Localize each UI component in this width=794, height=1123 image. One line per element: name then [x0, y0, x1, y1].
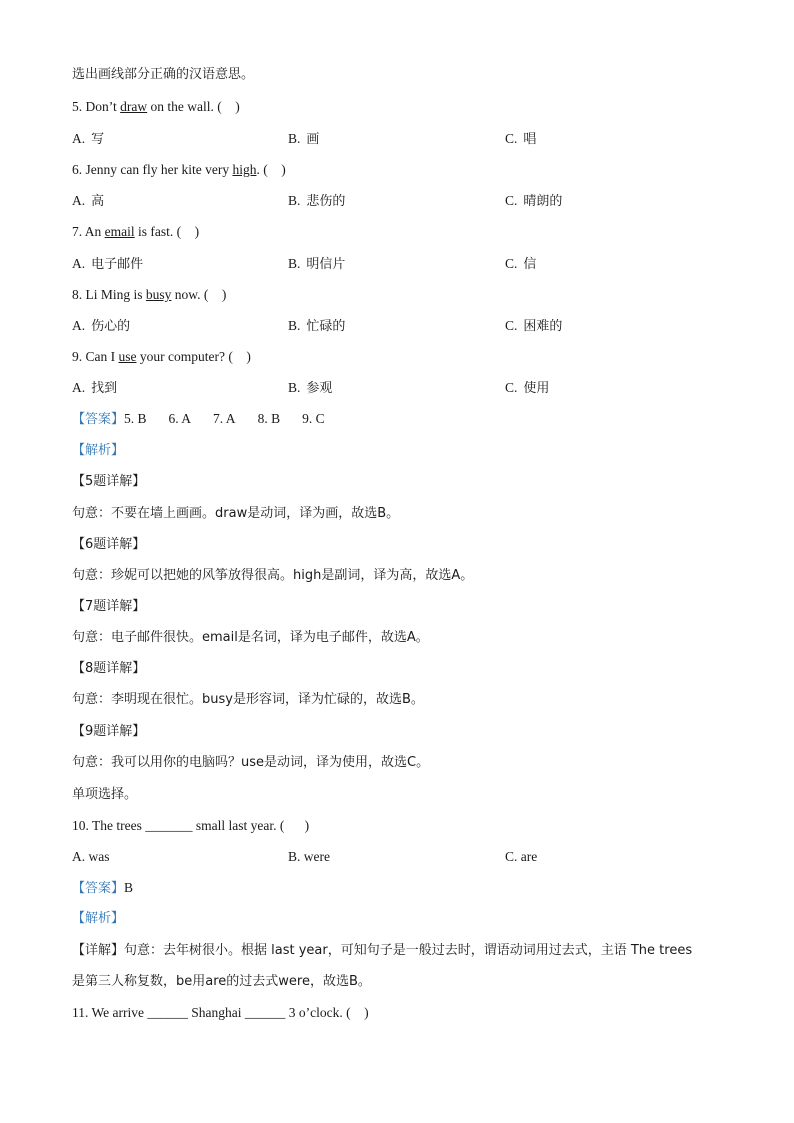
answer-tag: 【答案】	[72, 881, 125, 896]
question-6	[72, 161, 286, 179]
analysis-tag: 【解析】	[72, 443, 125, 458]
option-c: C. 唱	[505, 131, 537, 147]
question-text-pre: Don’t	[85, 99, 121, 114]
bracket-close: )	[304, 818, 310, 833]
question-text: 11. We arrive ______ Shanghai ______ 3 o’clock. (	[72, 1005, 351, 1020]
bracket-close: )	[246, 349, 251, 364]
option-a: A. was	[72, 849, 110, 864]
option-a: A. 伤心的	[72, 318, 131, 334]
detail-text-9: 句意：我可以用你的电脑吗？use是动词，译为使用，故选C。	[72, 755, 430, 770]
option-a: A. 高	[72, 193, 105, 209]
question-5	[72, 98, 240, 116]
detail-heading-5: 【5题详解】	[72, 474, 146, 489]
q10-detail-line-2: 是第三人称复数，be用are的过去式were，故选B。	[72, 974, 371, 989]
question-text: 10. The trees _______ small last year. (	[72, 818, 285, 833]
answer-item: 6. A	[168, 411, 192, 426]
option-a: A. 找到	[72, 380, 118, 396]
underlined-word: high	[232, 162, 257, 177]
question-number: 6.	[72, 162, 83, 177]
option-a: A. 电子邮件	[72, 256, 144, 272]
bracket-close: )	[281, 162, 286, 177]
question-7	[72, 223, 199, 241]
question-text-pre: Li Ming is	[85, 287, 146, 302]
underlined-word: draw	[120, 99, 148, 114]
option-c: C. 使用	[505, 380, 550, 396]
section-instruction: 选出画线部分正确的汉语意思。	[72, 67, 255, 82]
option-c: C. are	[505, 849, 538, 864]
question-text-pre: Jenny can fly her kite very	[85, 162, 233, 177]
option-b: B. 参观	[288, 380, 333, 396]
detail-heading-9: 【9题详解】	[72, 724, 146, 739]
detail-heading-7: 【7题详解】	[72, 599, 146, 614]
detail-tag: 【详解】	[72, 943, 125, 958]
section-instruction-2: 单项选择。	[72, 787, 138, 802]
option-b: B. 画	[288, 131, 320, 147]
q10-answer-line	[72, 879, 133, 898]
bracket-close: )	[194, 224, 200, 239]
question-text-post: now. (	[171, 287, 209, 302]
question-text-post: your computer? (	[136, 349, 233, 364]
detail-text-5: 句意：不要在墙上画画。draw是动词，译为画，故选B。	[72, 506, 400, 521]
answer-item: 7. A	[213, 411, 236, 426]
detail-text-7: 句意：电子邮件很快。email是名词，译为电子邮件，故选A。	[72, 630, 429, 645]
option-b: B. 明信片	[288, 256, 346, 272]
option-b: B. were	[288, 849, 330, 864]
detail-heading-6: 【6题详解】	[72, 537, 146, 552]
question-11	[72, 1004, 369, 1022]
option-a: A. 写	[72, 131, 105, 147]
option-b: B. 忙碌的	[288, 318, 346, 334]
detail-text-6: 句意：珍妮可以把她的风筝放得很高。high是副词，译为高，故选A。	[72, 568, 474, 583]
question-number: 7.	[72, 224, 83, 239]
bracket-close: )	[235, 99, 240, 114]
answer-line	[72, 410, 347, 429]
option-c: C. 信	[505, 256, 537, 272]
option-b: B. 悲伤的	[288, 193, 346, 209]
answer-tag: 【答案】	[72, 412, 125, 427]
question-text-pre: An	[84, 224, 105, 239]
answer-item: 8. B	[257, 411, 281, 426]
answer-item: 5. B	[124, 411, 147, 426]
question-10	[72, 817, 309, 835]
question-9	[72, 348, 251, 366]
question-number: 5.	[72, 99, 83, 114]
detail-heading-8: 【8题详解】	[72, 661, 146, 676]
bracket-close: )	[364, 1005, 369, 1020]
bracket-close: )	[221, 287, 227, 302]
answer-value: B	[124, 880, 134, 895]
question-text-post: is fast. (	[134, 224, 182, 239]
underlined-word: busy	[145, 287, 172, 302]
detail-text-8: 句意：李明现在很忙。busy是形容词，译为忙碌的，故选B。	[72, 692, 424, 707]
question-text-post: . (	[256, 162, 268, 177]
option-c: C. 困难的	[505, 318, 563, 334]
answer-item: 9. C	[302, 411, 325, 426]
detail-text: 句意：去年树很小。根据 last year，可知句子是一般过去时，谓语动词用过去式，主语 The trees	[124, 943, 693, 958]
question-number: 8.	[72, 287, 83, 302]
underlined-word: email	[104, 224, 135, 239]
option-c: C. 晴朗的	[505, 193, 563, 209]
question-text-pre: Can I	[85, 349, 119, 364]
question-number: 9.	[72, 349, 83, 364]
underlined-word: use	[118, 349, 137, 364]
q10-detail-line-1	[72, 942, 692, 960]
question-8	[72, 286, 226, 304]
question-text-post: on the wall. (	[147, 99, 222, 114]
q10-analysis-tag: 【解析】	[72, 911, 125, 926]
